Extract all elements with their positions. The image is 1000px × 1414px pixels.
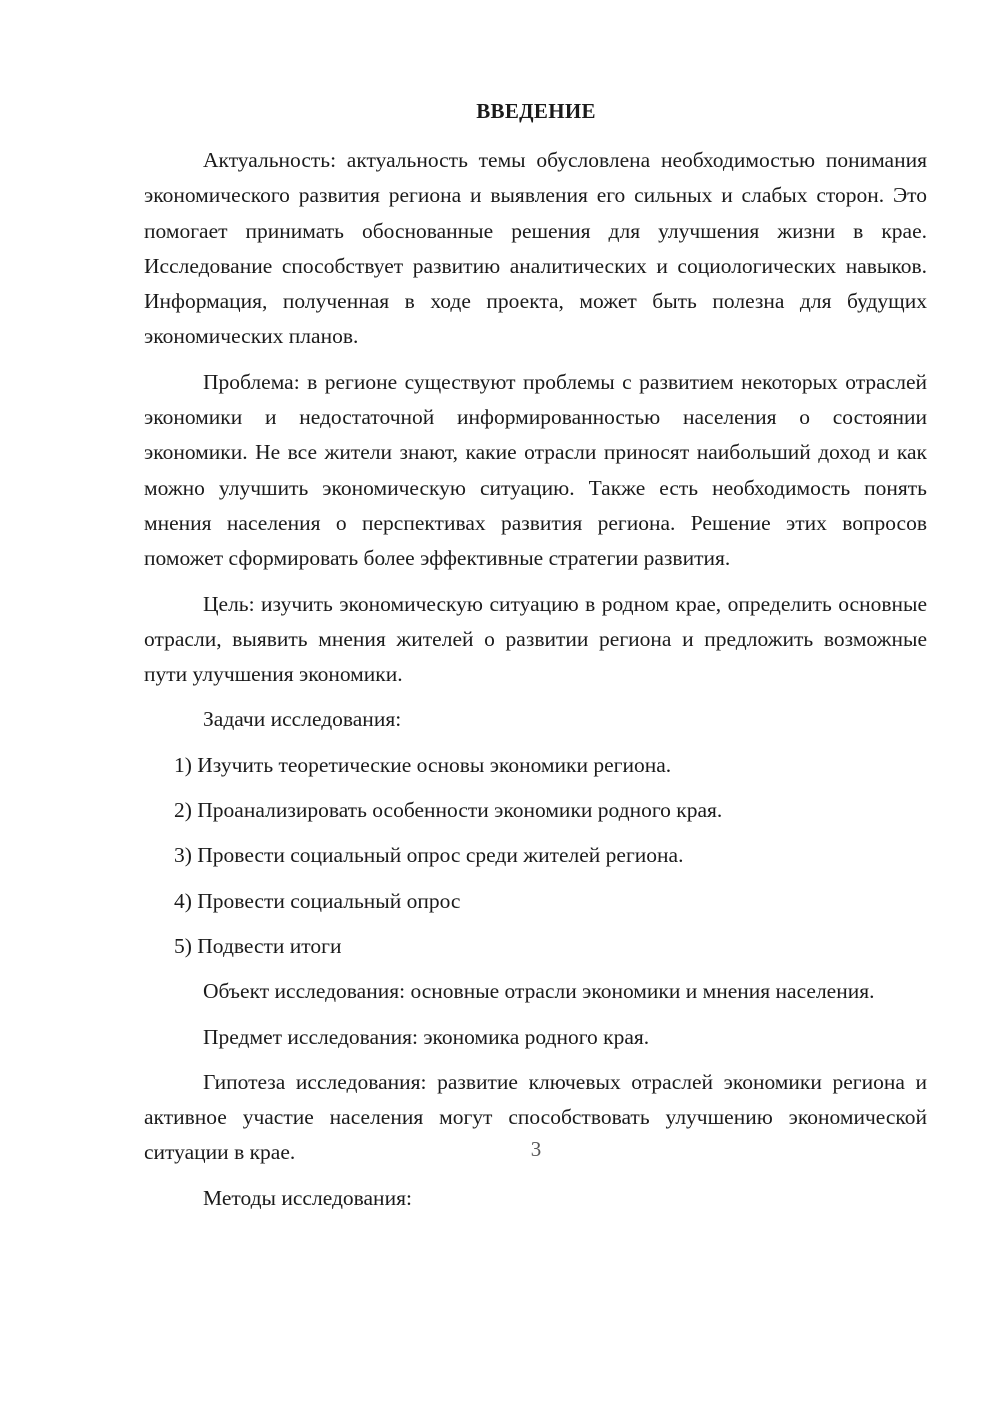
task-item-3: 3) Провести социальный опрос среди жителей региона. <box>174 843 684 868</box>
goal-paragraph: Цель: изучить экономическую ситуацию в родном крае, определить основные отрасли, выявить мнения жителей о развитии региона и предложить возможные пути улучшения экономики. <box>144 591 927 687</box>
section-heading: ВВЕДЕНИЕ <box>476 99 596 123</box>
tasks-list <box>144 748 927 964</box>
subject-paragraph: Предмет исследования: экономика родного края. <box>203 1024 650 1049</box>
task-item-5: 5) Подвести итоги <box>174 933 342 958</box>
hypothesis-paragraph: Гипотеза исследования: развитие ключевых отраслей экономики региона и активное участие населения могут способствовать улучшению экономической ситуации в крае. <box>144 1069 927 1165</box>
problem-paragraph: Проблема: в регионе существуют проблемы с развитием некоторых отраслей экономики и недостаточной информированностью населения о состоянии экономики. Не все жители знают, какие отрасли приносят наибольший доход и как можно улучшить экономическую ситуацию. Также есть необходимость понять мнения населения о перспективах развития региона. Решение этих вопросов поможет сформировать более эффективные стратегии развития. <box>144 369 927 571</box>
task-item-2: 2) Проанализировать особенности экономики родного края. <box>174 798 723 823</box>
task-item-1: 1) Изучить теоретические основы экономики региона. <box>174 752 672 777</box>
methods-paragraph: Методы исследования: <box>203 1185 412 1210</box>
tasks-intro: Задачи исследования: <box>203 707 402 732</box>
object-paragraph: Объект исследования: основные отрасли экономики и мнения населения. <box>203 979 875 1004</box>
page-number: 3 <box>530 1137 542 1161</box>
document-body <box>144 143 927 1226</box>
relevance-paragraph: Актуальность: актуальность темы обусловлена необходимостью понимания экономического развития региона и выявления его сильных и слабых сторон. Это помогает принимать обоснованные решения для улучшения жизни в крае. Исследование способствует развитию аналитических и социологических навыков. Информация, полученная в ходе проекта, может быть полезна для будущих экономических планов. <box>144 148 927 349</box>
task-item-4: 4) Провести социальный опрос <box>174 888 461 913</box>
